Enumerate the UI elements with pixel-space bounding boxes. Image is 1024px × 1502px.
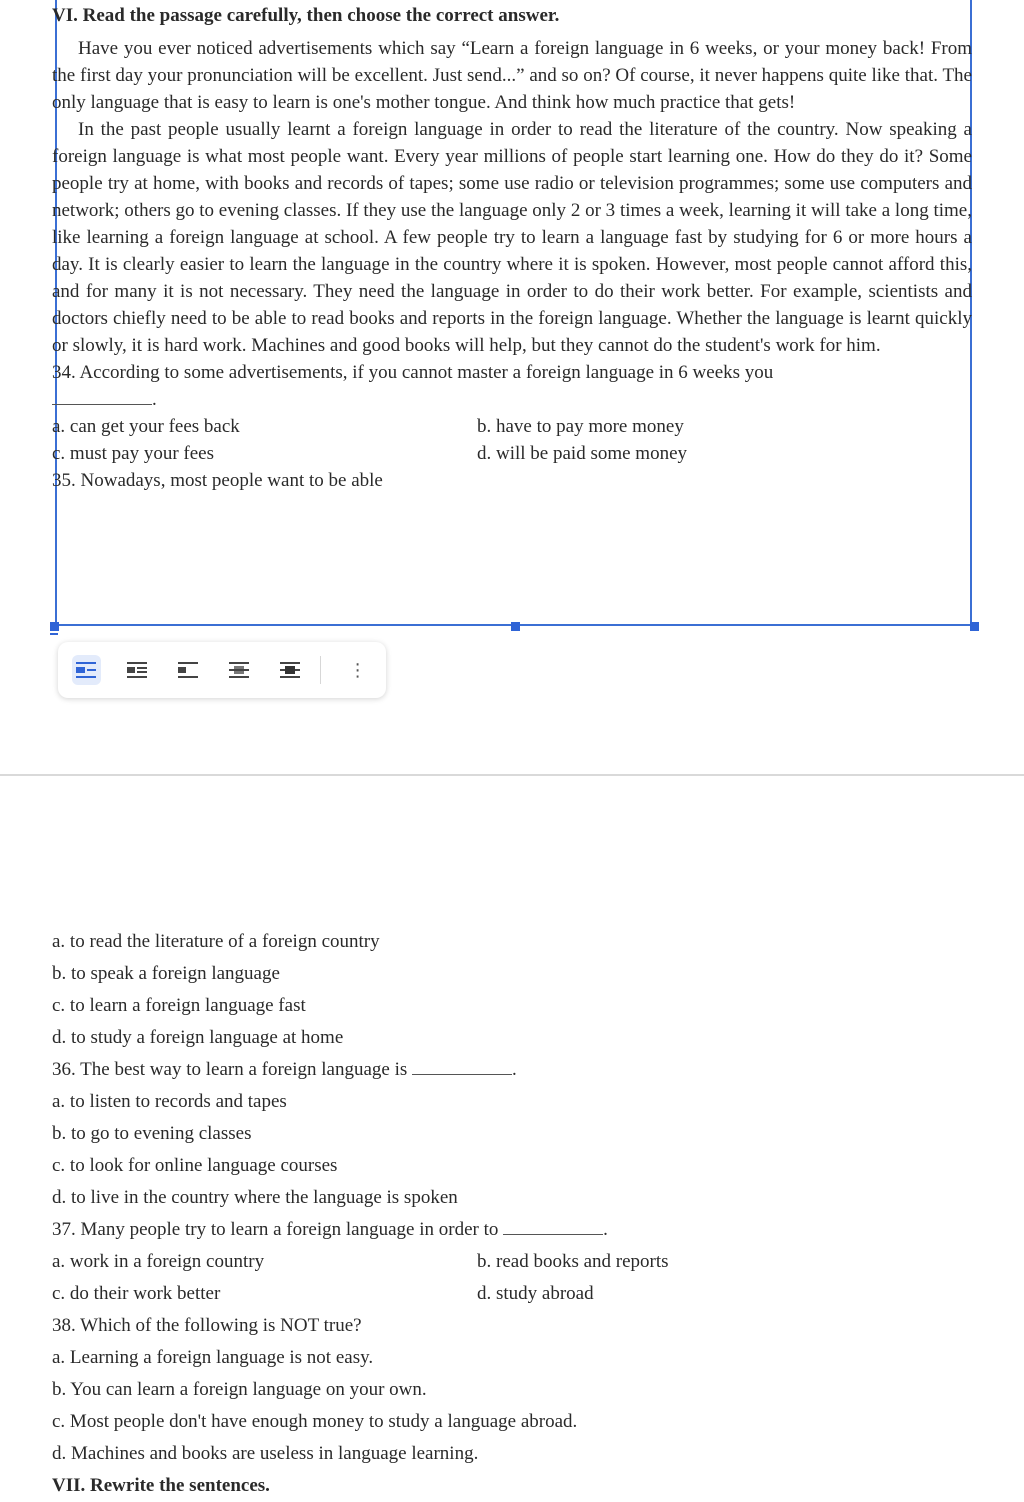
resize-handle-bottom-left[interactable] — [50, 622, 59, 631]
anchor-marker — [50, 633, 58, 635]
answer-blank — [503, 1220, 603, 1235]
break-text-icon — [178, 661, 198, 679]
section-vii-heading: VII. Rewrite the sentences. — [52, 1475, 270, 1496]
q35-option-a: a. to read the literature of a foreign country — [52, 931, 380, 952]
question-36: 36. The best way to learn a foreign language is . — [52, 1059, 517, 1080]
q38-option-c: c. Most people don't have enough money to study a language abroad. — [52, 1411, 578, 1432]
q36-option-b: b. to go to evening classes — [52, 1123, 252, 1144]
passage-paragraph-2: In the past people usually learnt a foreign language in order to read the literature of the country. Now speaking a foreign language is what most people want. Every year millions of people start learning one. How do they do it? Some people try at home, with books and records of tapes; some use radio or television programmes; some use computers and network; others go to evening classes. If they use the language only 2 or 3 times a week, learning it will take a long time, like learning a foreign language at school. A few people try to learn a language fast by studying for 6 or more hours a day. It is clearly easier to learn the language in the country where it is spoken. However, most people cannot afford this, and for many it is not necessary. They need the language in order to do their work better. For example, scientists and doctors chiefly need to be able to read books and reports in the foreign language. Whether the language is learnt quickly or slowly, it is hard work. Machines and good books will help, but they cannot do the student's work for him. — [52, 119, 972, 356]
section-heading: VI. Read the passage carefully, then choose the correct answer. — [52, 5, 560, 26]
behind-text-icon — [229, 661, 249, 679]
question-38: 38. Which of the following is NOT true? — [52, 1315, 362, 1336]
question-34: 34. According to some advertisements, if you cannot master a foreign language in 6 weeks you — [52, 362, 774, 383]
q38-option-b: b. You can learn a foreign language on your own. — [52, 1379, 427, 1400]
in-front-text-icon — [280, 661, 300, 679]
q37-options-row-1 — [52, 1246, 972, 1278]
q37-option-c: c. do their work better — [52, 1283, 221, 1304]
q35-option-b: b. to speak a foreign language — [52, 963, 280, 984]
reading-passage-image[interactable]: VI. Read the passage carefully, then choose the correct answer. Have you ever noticed advertisements which say “Learn a foreign language in 6 weeks, or your money back! From the first day your pronunciation will be excellent. Just send...” and so on? Of course, it never happens quite like that. The only language that is easy to learn is one's mother tongue. And think how much practice that gets! In the past people usually learnt a foreign language in order to read the literature of the country. Now speaking a foreign language is what most people want. Every year millions of people start learning one. How do they do it? Some people try at home, with books and records of tapes; some use radio or television programmes; some use computers and network; others go to evening classes. If they use the language only 2 or 3 times a week, learning it will take a long time, like learning a foreign language at school. A few people try to learn a language fast by studying for 6 or more hours a day. It is clearly easier to learn the language in the country where it is spoken. However, most people cannot afford this, and for many it is not necessary. They need the language in order to do their work better. For example, scientists and doctors chiefly need to be able to read books and reports in the foreign language. Whether the language is learnt quickly or slowly, it is hard work. Machines and good books will help, but they cannot do the student's work for him. 34. According to some advertisements, if you cannot master a foreign language in 6 weeks you . a. can get your fees back b. have to pay more money c. must pay your fees d. will be paid some money 35. Nowadays, most people want to be able — [52, 0, 972, 494]
passage-paragraph-1: Have you ever noticed advertisements which say “Learn a foreign language in 6 weeks, or your money back! From the first day your pronunciation will be excellent. Just send...” and so on? Of course, it never happens quite like that. The only language that is easy to learn is one's mother tongue. And think how much practice that gets! — [52, 38, 972, 113]
questions-page — [52, 926, 972, 1502]
question-35: 35. Nowadays, most people want to be able — [52, 470, 383, 491]
question-34-options-row-1 — [52, 413, 972, 440]
q36-option-a: a. to listen to records and tapes — [52, 1091, 287, 1112]
q36-option-d: d. to live in the country where the language is spoken — [52, 1187, 458, 1208]
q37-option-a: a. work in a foreign country — [52, 1251, 265, 1272]
toolbar-divider — [320, 656, 321, 684]
q38-option-d: d. Machines and books are useless in language learning. — [52, 1443, 479, 1464]
option-c: c. must pay your fees — [52, 443, 214, 464]
question-34-options-row-2 — [52, 440, 972, 467]
answer-blank — [52, 390, 152, 405]
break-text-button[interactable] — [174, 655, 203, 685]
q37-option-b: b. read books and reports — [477, 1251, 669, 1272]
q37-options-row-2 — [52, 1278, 972, 1310]
q37-option-d: d. study abroad — [477, 1283, 594, 1304]
in-front-text-button[interactable] — [275, 655, 304, 685]
option-b: b. have to pay more money — [477, 416, 684, 437]
wrap-text-button[interactable] — [123, 655, 152, 685]
question-37: 37. Many people try to learn a foreign language in order to . — [52, 1219, 608, 1240]
option-a: a. can get your fees back — [52, 416, 240, 437]
answer-blank — [412, 1060, 512, 1075]
image-layout-toolbar — [58, 642, 386, 698]
resize-handle-bottom-center[interactable] — [511, 622, 520, 631]
q38-option-a: a. Learning a foreign language is not easy. — [52, 1347, 374, 1368]
behind-text-button[interactable] — [225, 655, 254, 685]
q35-option-d: d. to study a foreign language at home — [52, 1027, 344, 1048]
align-inline-button[interactable] — [72, 655, 101, 685]
resize-handle-bottom-right[interactable] — [970, 622, 979, 631]
q36-option-c: c. to look for online language courses — [52, 1155, 338, 1176]
align-inline-icon — [76, 661, 96, 679]
q35-option-c: c. to learn a foreign language fast — [52, 995, 306, 1016]
wrap-text-icon — [127, 661, 147, 679]
option-d: d. will be paid some money — [477, 443, 688, 464]
more-options-button[interactable]: ⋮ — [348, 659, 367, 681]
page-break — [0, 774, 1024, 776]
